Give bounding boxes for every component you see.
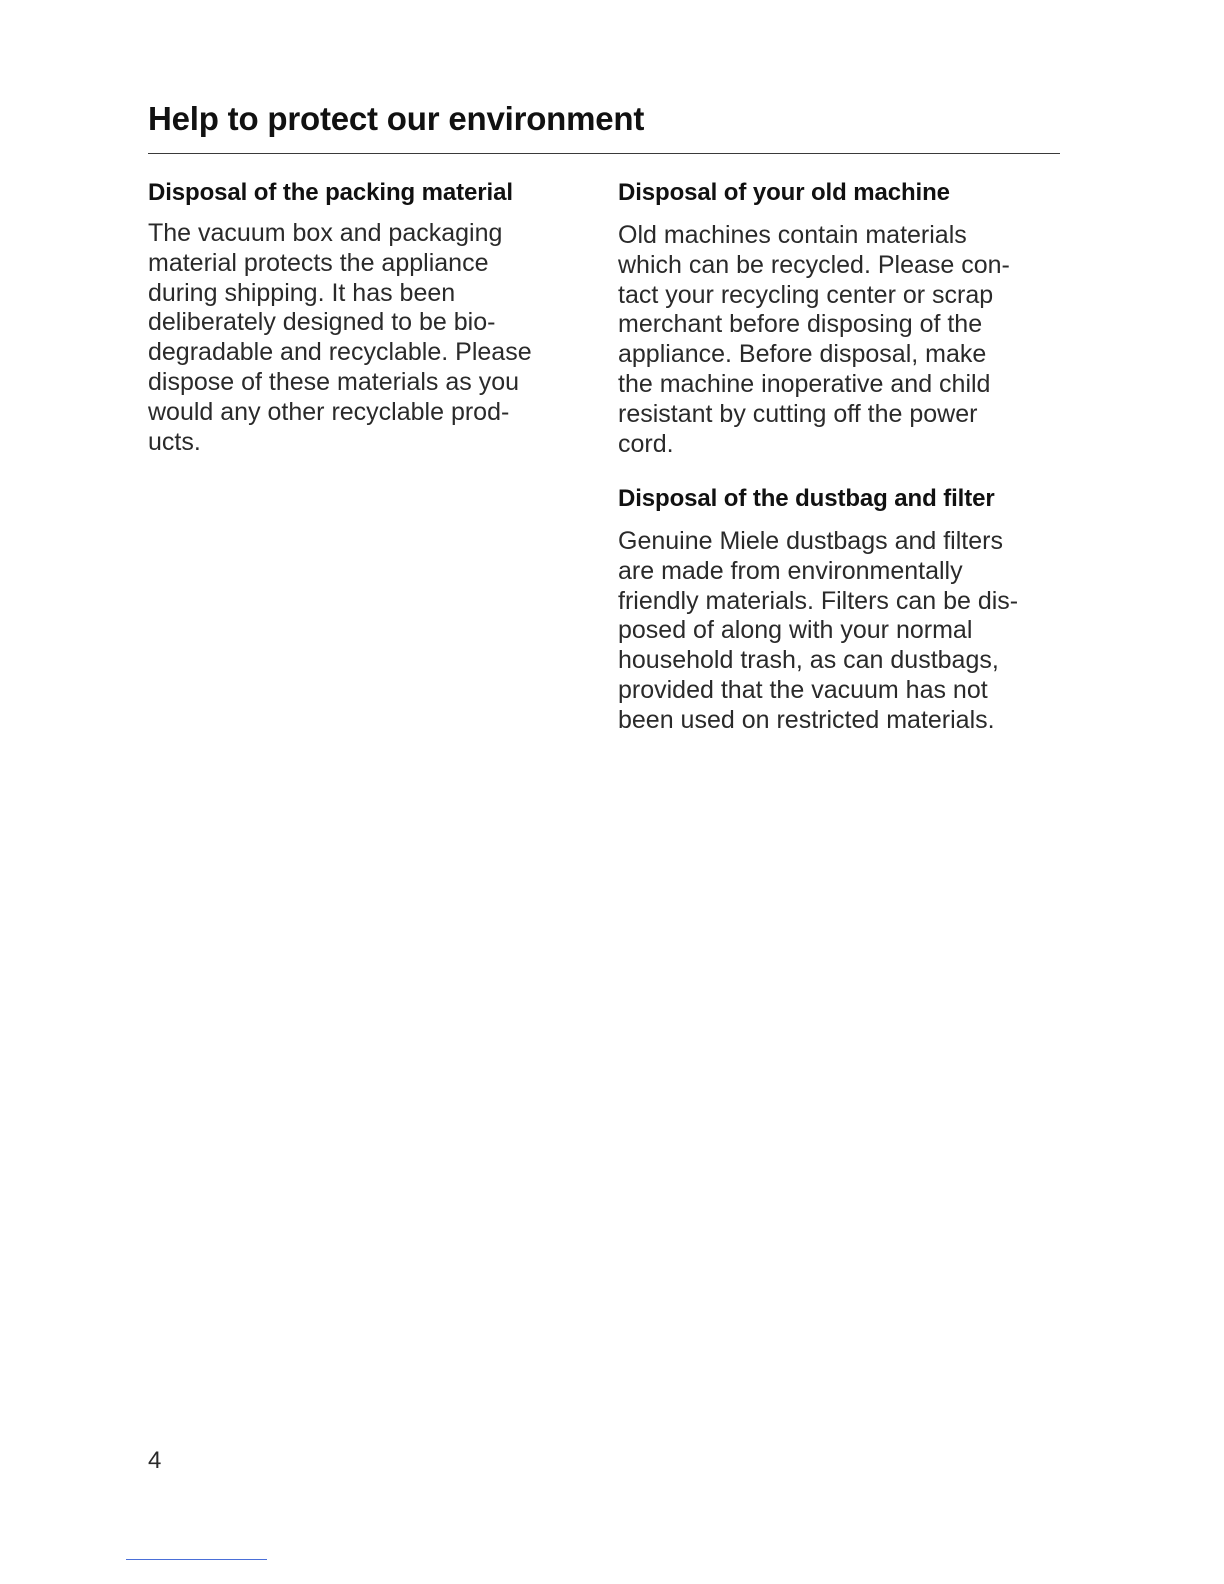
body-line: tact your recycling center or scrap	[618, 280, 994, 309]
section-body	[618, 527, 1018, 736]
body-line: merchant before disposing of the	[618, 310, 983, 339]
page-number: 4	[148, 1447, 162, 1474]
body-line: dispose of these materials as you	[148, 367, 520, 396]
body-line: Genuine Miele dustbags and filters	[618, 527, 1003, 555]
section-heading: Disposal of the dustbag and filter	[618, 485, 995, 512]
body-line: Old machines contain materials	[618, 221, 967, 249]
page-title: Help to protect our environment	[148, 100, 645, 137]
body-line: which can be recycled. Please con-	[618, 250, 1010, 279]
footer-divider	[126, 1559, 267, 1560]
body-line: deliberately designed to be bio-	[148, 308, 496, 337]
section-body	[618, 221, 1010, 459]
title-divider	[148, 153, 1060, 154]
section-old-machine	[618, 179, 1010, 459]
body-line: appliance. Before disposal, make	[618, 340, 987, 369]
body-line: cord.	[618, 429, 674, 458]
body-line: during shipping. It has been	[148, 278, 456, 307]
body-line: degradable and recyclable. Please	[148, 338, 532, 367]
section-packing-material	[148, 179, 532, 457]
section-heading: Disposal of your old machine	[618, 179, 950, 206]
body-line: are made from environmentally	[618, 556, 963, 585]
body-line: resistant by cutting off the power	[618, 399, 978, 428]
body-line: household trash, as can dustbags,	[618, 646, 999, 675]
section-dustbag-filter	[618, 485, 1018, 736]
section-body	[148, 219, 532, 457]
body-line: posed of along with your normal	[618, 616, 973, 645]
body-line: provided that the vacuum has not	[618, 675, 988, 704]
body-line: would any other recyclable prod-	[148, 397, 510, 426]
body-line: friendly materials. Filters can be dis-	[618, 586, 1019, 615]
body-line: material protects the appliance	[148, 248, 489, 277]
body-line: ucts.	[148, 427, 201, 456]
body-line: the machine inoperative and child	[618, 369, 991, 398]
body-line: The vacuum box and packaging	[148, 219, 503, 247]
section-heading: Disposal of the packing material	[148, 179, 513, 206]
body-line: been used on restricted materials.	[618, 705, 995, 734]
